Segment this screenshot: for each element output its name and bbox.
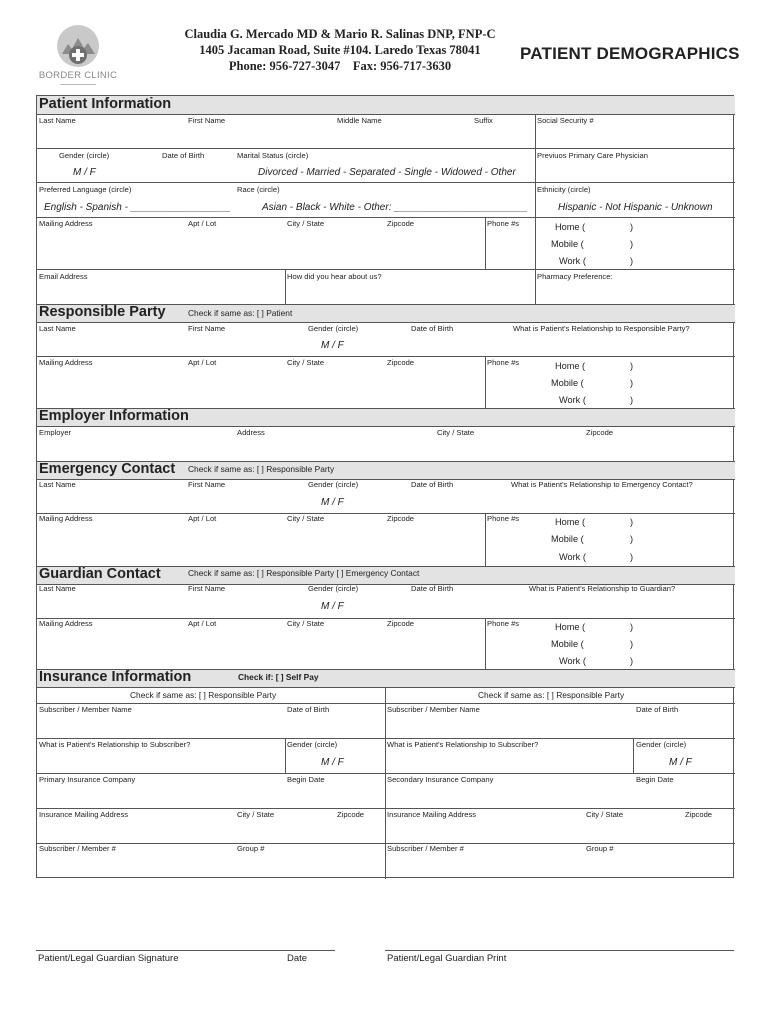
- responsible-phone-work[interactable]: Work (: [559, 395, 586, 405]
- secondary-begin-date-field[interactable]: Begin Date: [636, 775, 674, 784]
- patient-suffix-field[interactable]: Suffix: [474, 116, 493, 125]
- emergency-contact-heading: Emergency Contact: [39, 461, 176, 477]
- guardian-gender-options[interactable]: M / F: [321, 601, 344, 612]
- guardian-apt-field[interactable]: Apt / Lot: [188, 619, 217, 628]
- employer-info-heading: Employer Information: [39, 408, 189, 424]
- patient-pharmacy-field[interactable]: Pharmacy Preference:: [537, 272, 613, 281]
- primary-begin-date-field[interactable]: Begin Date: [287, 775, 325, 784]
- patient-ethnicity-label: Ethnicity (circle): [537, 185, 591, 194]
- print-name-label: Patient/Legal Guardian Print: [387, 953, 507, 964]
- secondary-insurance-zip-field[interactable]: Zipcode: [685, 810, 713, 819]
- patient-phone-mobile-close: ): [630, 239, 634, 249]
- responsible-last-name-field[interactable]: Last Name: [39, 324, 76, 333]
- patient-language-label: Preferred Language (circle): [39, 185, 132, 194]
- guardian-dob-field[interactable]: Date of Birth: [411, 584, 454, 593]
- emergency-relationship-field[interactable]: What is Patient's Relationship to Emergency Contact?: [511, 480, 693, 489]
- primary-subscriber-name-field[interactable]: Subscriber / Member Name: [39, 705, 132, 714]
- patient-marital-options[interactable]: Divorced - Married - Separated - Single - Widowed - Other: [258, 167, 516, 178]
- guardian-phone-work-close: ): [630, 656, 634, 666]
- insurance-primary-same-as-checkbox[interactable]: Check if same as: [ ] Responsible Party: [130, 690, 277, 700]
- patient-info-heading: Patient Information: [39, 96, 172, 112]
- patient-phone-mobile[interactable]: Mobile (: [551, 239, 584, 249]
- emergency-apt-field[interactable]: Apt / Lot: [188, 514, 217, 523]
- emergency-city-state-field[interactable]: City / State: [287, 514, 325, 523]
- primary-subscriber-relationship-field[interactable]: What is Patient's Relationship to Subscriber?: [39, 740, 191, 749]
- emergency-gender-options[interactable]: M / F: [321, 497, 344, 508]
- responsible-phone-home-close: ): [630, 361, 634, 371]
- emergency-first-name-field[interactable]: First Name: [188, 480, 226, 489]
- employer-address-field[interactable]: Address: [237, 428, 265, 437]
- responsible-gender-options[interactable]: M / F: [321, 340, 344, 351]
- signature-date-label: Date: [287, 953, 308, 964]
- guardian-phone-home[interactable]: Home (: [555, 622, 586, 632]
- secondary-subscriber-name-field[interactable]: Subscriber / Member Name: [387, 705, 480, 714]
- emergency-phone-mobile[interactable]: Mobile (: [551, 534, 584, 544]
- guardian-relationship-field[interactable]: What is Patient's Relationship to Guardian?: [529, 584, 676, 593]
- secondary-subscriber-dob-field[interactable]: Date of Birth: [636, 705, 679, 714]
- patient-phone-label: Phone #s: [487, 219, 520, 228]
- employer-city-state-field[interactable]: City / State: [437, 428, 475, 437]
- guardian-zip-field[interactable]: Zipcode: [387, 619, 415, 628]
- patient-mailing-field[interactable]: Mailing Address: [39, 219, 93, 228]
- primary-group-number-field[interactable]: Group #: [237, 844, 265, 853]
- guardian-contact-heading: Guardian Contact: [39, 566, 161, 582]
- patient-marital-label: Marital Status (circle): [237, 151, 309, 160]
- clinic-logo-icon: [38, 22, 118, 74]
- responsible-relationship-field[interactable]: What is Patient's Relationship to Responsible Party?: [513, 324, 690, 333]
- secondary-insurance-company-field[interactable]: Secondary Insurance Company: [387, 775, 494, 784]
- patient-gender-options[interactable]: M / F: [73, 167, 96, 178]
- patient-ethnicity-options[interactable]: Hispanic - Not Hispanic - Unknown: [558, 202, 713, 213]
- phone-fax-line: Phone: 956-727-3047 Fax: 956-717-3630: [228, 59, 452, 73]
- responsible-party-heading: Responsible Party: [39, 304, 166, 320]
- guardian-mailing-field[interactable]: Mailing Address: [39, 619, 93, 628]
- responsible-same-as-checkbox[interactable]: Check if same as: [ ] Patient: [188, 308, 293, 318]
- responsible-city-state-field[interactable]: City / State: [287, 358, 325, 367]
- responsible-phone-mobile[interactable]: Mobile (: [551, 378, 584, 388]
- patient-city-state-field[interactable]: City / State: [287, 219, 325, 228]
- patient-language-options[interactable]: English - Spanish - __________________: [44, 202, 231, 213]
- primary-insurance-company-field[interactable]: Primary Insurance Company: [39, 775, 136, 784]
- primary-insurance-mailing-field[interactable]: Insurance Mailing Address: [39, 810, 129, 819]
- responsible-phone-work-close: ): [630, 395, 634, 405]
- guardian-phone-work[interactable]: Work (: [559, 656, 586, 666]
- patient-gender-label: Gender (circle): [59, 151, 110, 160]
- patient-dob-field[interactable]: Date of Birth: [162, 151, 205, 160]
- guardian-phone-mobile[interactable]: Mobile (: [551, 639, 584, 649]
- patient-hear-field[interactable]: How did you hear about us?: [287, 272, 382, 281]
- primary-member-number-field[interactable]: Subscriber / Member #: [39, 844, 116, 853]
- patient-email-field[interactable]: Email Address: [39, 272, 88, 281]
- secondary-insurance-city-state-field[interactable]: City / State: [586, 810, 624, 819]
- patient-prev-pcp-field[interactable]: Previuos Primary Care Physician: [537, 151, 648, 160]
- signature-line[interactable]: [36, 950, 335, 951]
- patient-phone-work-close: ): [630, 256, 634, 266]
- primary-subscriber-gender-options[interactable]: M / F: [321, 757, 344, 768]
- patient-zip-field[interactable]: Zipcode: [387, 219, 415, 228]
- emergency-gender-label: Gender (circle): [308, 480, 359, 489]
- responsible-dob-field[interactable]: Date of Birth: [411, 324, 454, 333]
- emergency-same-as-checkbox[interactable]: Check if same as: [ ] Responsible Party: [188, 464, 335, 474]
- providers-line: Claudia G. Mercado MD & Mario R. Salinas DNP, FNP-C: [184, 27, 496, 41]
- patient-middle-name-field[interactable]: Middle Name: [337, 116, 382, 125]
- patient-phone-work[interactable]: Work (: [559, 256, 586, 266]
- logo-underline: [60, 84, 96, 85]
- responsible-gender-label: Gender (circle): [308, 324, 359, 333]
- secondary-member-number-field[interactable]: Subscriber / Member #: [387, 844, 464, 853]
- guardian-phone-mobile-close: ): [630, 639, 634, 649]
- secondary-subscriber-relationship-field[interactable]: What is Patient's Relationship to Subscriber?: [387, 740, 539, 749]
- page-title: PATIENT DEMOGRAPHICS: [520, 44, 740, 63]
- emergency-phone-mobile-close: ): [630, 534, 634, 544]
- logo-text: BORDER CLINIC: [38, 70, 118, 81]
- patient-last-name-field[interactable]: Last Name: [39, 116, 76, 125]
- responsible-mailing-field[interactable]: Mailing Address: [39, 358, 93, 367]
- secondary-insurance-mailing-field[interactable]: Insurance Mailing Address: [387, 810, 477, 819]
- insurance-secondary-same-as-checkbox[interactable]: Check if same as: [ ] Responsible Party: [478, 690, 625, 700]
- emergency-phone-home-close: ): [630, 517, 634, 527]
- patient-ssn-field[interactable]: Social Security #: [537, 116, 594, 125]
- emergency-dob-field[interactable]: Date of Birth: [411, 480, 454, 489]
- emergency-zip-field[interactable]: Zipcode: [387, 514, 415, 523]
- secondary-subscriber-gender-options[interactable]: M / F: [669, 757, 692, 768]
- clinic-logo: [38, 22, 118, 92]
- guardian-phone-home-close: ): [630, 622, 634, 632]
- patient-first-name-field[interactable]: First Name: [188, 116, 226, 125]
- patient-apt-field[interactable]: Apt / Lot: [188, 219, 217, 228]
- address-line: 1405 Jacaman Road, Suite #104. Laredo Texas 78041: [199, 43, 481, 57]
- primary-insurance-city-state-field[interactable]: City / State: [237, 810, 275, 819]
- responsible-zip-field[interactable]: Zipcode: [387, 358, 415, 367]
- primary-subscriber-dob-field[interactable]: Date of Birth: [287, 705, 330, 714]
- responsible-phone-label: Phone #s: [487, 358, 520, 367]
- guardian-first-name-field[interactable]: First Name: [188, 584, 226, 593]
- responsible-phone-mobile-close: ): [630, 378, 634, 388]
- patient-race-label: Race (circle): [237, 185, 280, 194]
- responsible-first-name-field[interactable]: First Name: [188, 324, 226, 333]
- print-name-line[interactable]: [385, 950, 734, 951]
- signature-label: Patient/Legal Guardian Signature: [38, 953, 179, 964]
- emergency-phone-work-close: ): [630, 552, 634, 562]
- emergency-phone-work[interactable]: Work (: [559, 552, 586, 562]
- emergency-phone-home[interactable]: Home (: [555, 517, 586, 527]
- insurance-info-heading: Insurance Information: [39, 669, 192, 685]
- patient-phone-home[interactable]: Home (: [555, 222, 586, 232]
- guardian-gender-label: Gender (circle): [308, 584, 359, 593]
- emergency-phone-label: Phone #s: [487, 514, 520, 523]
- guardian-city-state-field[interactable]: City / State: [287, 619, 325, 628]
- secondary-group-number-field[interactable]: Group #: [586, 844, 614, 853]
- emergency-mailing-field[interactable]: Mailing Address: [39, 514, 93, 523]
- primary-subscriber-gender-label: Gender (circle): [287, 740, 338, 749]
- emergency-last-name-field[interactable]: Last Name: [39, 480, 76, 489]
- employer-name-field[interactable]: Employer: [39, 428, 72, 437]
- guardian-last-name-field[interactable]: Last Name: [39, 584, 76, 593]
- responsible-phone-home[interactable]: Home (: [555, 361, 586, 371]
- guardian-same-as-checkbox[interactable]: Check if same as: [ ] Responsible Party [ ] Emergency Contact: [188, 568, 420, 578]
- responsible-apt-field[interactable]: Apt / Lot: [188, 358, 217, 367]
- patient-phone-home-close: ): [630, 222, 634, 232]
- employer-zip-field[interactable]: Zipcode: [586, 428, 614, 437]
- secondary-subscriber-gender-label: Gender (circle): [636, 740, 687, 749]
- patient-race-options[interactable]: Asian - Black - White - Other: ________________________: [262, 202, 528, 213]
- guardian-phone-label: Phone #s: [487, 619, 520, 628]
- insurance-self-pay-checkbox[interactable]: Check if: [ ] Self Pay: [238, 672, 319, 682]
- primary-insurance-zip-field[interactable]: Zipcode: [337, 810, 365, 819]
